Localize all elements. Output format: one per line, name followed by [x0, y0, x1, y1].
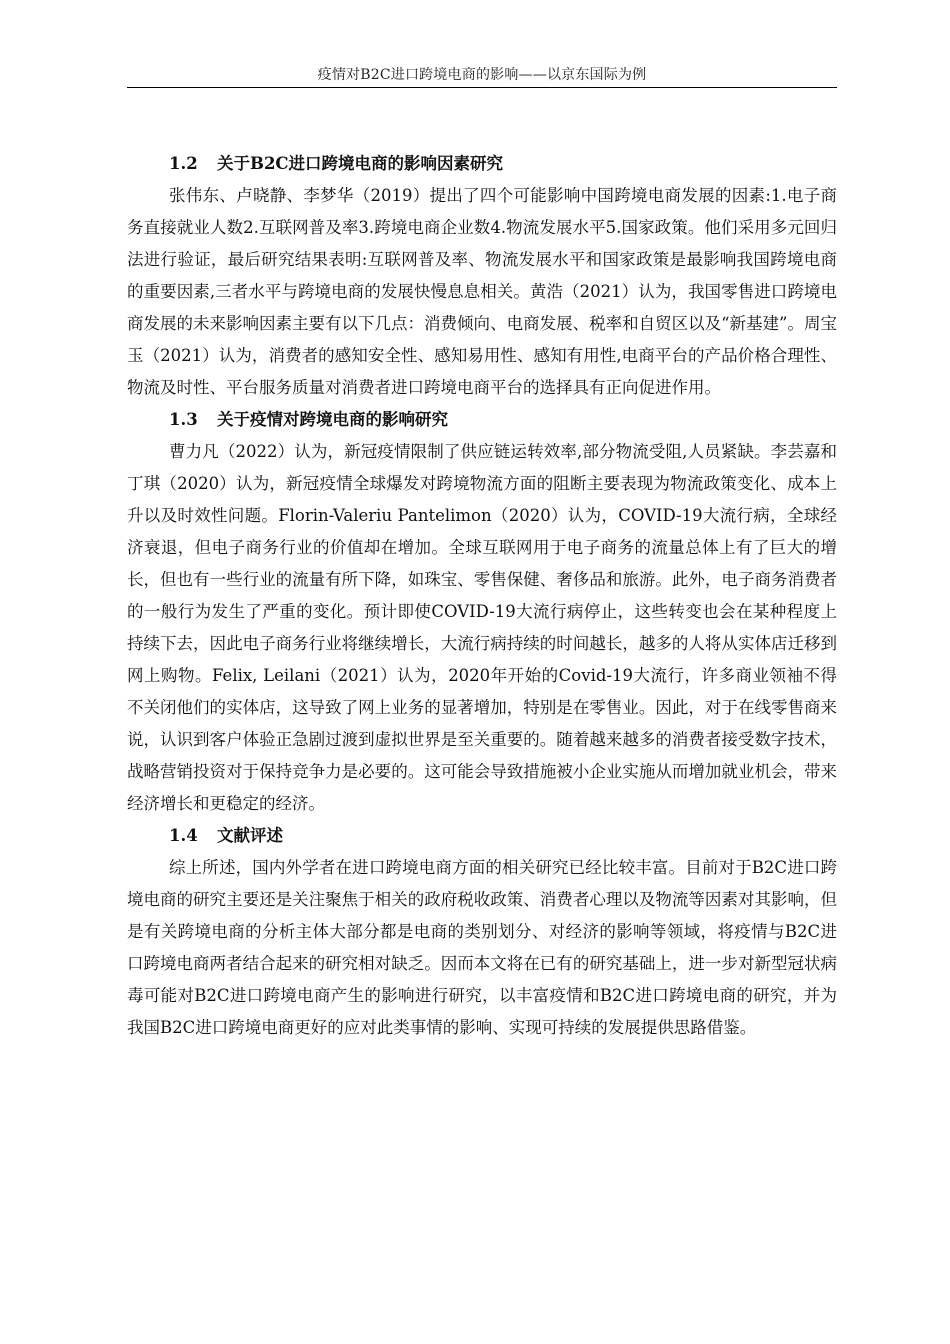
section-heading [127, 820, 837, 852]
body-paragraph: 曹力凡（2022）认为，新冠疫情限制了供应链运转效率,部分物流受阻,人员紧缺。李芸嘉和丁琪（2020）认为，新冠疫情全球爆发对跨境物流方面的阻断主要表现为物流政策变化、成本上升以及时效性问题。Florin-Valeriu Pantelimon（2020）认为，COVID-19大流行病，全球经济衰退，但电子商务行业的价值却在增加。全球互联网用于电子商务的流量总体上有了巨大的增长，但也有一些行业的流量有所下降，如珠宝、零售保健、奢侈品和旅游。此外，电子商务消费者的一般行为发生了严重的变化。预计即使COVID-19大流行病停止，这些转变也会在某种程度上持续下去，因此电子商务行业将继续增长，大流行病持续的时间越长，越多的人将从实体店迁移到网上购物。Felix, Leilani（2021）认为，2020年开始的Covid-19大流行，许多商业领袖不得不关闭他们的实体店，这导致了网上业务的显著增加，特别是在零售业。因此，对于在线零售商来说，认识到客户体验正急剧过渡到虚拟世界是至关重要的。随着越来越多的消费者接受数字技术，战略营销投资对于保持竞争力是必要的。这可能会导致措施被小企业实施从而增加就业机会，带来经济增长和更稳定的经济。 [127, 442, 837, 813]
body-paragraph: 张伟东、卢晓静、李梦华（2019）提出了四个可能影响中国跨境电商发展的因素:1.电子商务直接就业人数2.互联网普及率3.跨境电商企业数4.物流发展水平5.国家政策。他们采用多元回归法进行验证，最后研究结果表明:互联网普及率、物流发展水平和国家政策是最影响我国跨境电商的重要因素,三者水平与跨境电商的发展快慢息息相关。黄浩（2021）认为，我国零售进口跨境电商发展的未来影响因素主要有以下几点：消费倾向、电商发展、税率和自贸区以及“新基建”。周宝玉（2021）认为，消费者的感知安全性、感知易用性、感知有用性,电商平台的产品价格合理性、物流及时性、平台服务质量对消费者进口跨境电商平台的选择具有正向促进作用。 [127, 186, 837, 397]
section-1-2 [127, 148, 837, 404]
section-number: 1.3 [169, 410, 198, 429]
section-number: 1.4 [169, 826, 198, 845]
section-title: 文献评述 [217, 826, 283, 845]
body-paragraph: 综上所述，国内外学者在进口跨境电商方面的相关研究已经比较丰富。目前对于B2C进口跨境电商的研究主要还是关注聚焦于相关的政府税收政策、消费者心理以及物流等因素对其影响，但是有关跨境电商的分析主体大部分都是电商的类别划分、对经济的影响等领域，将疫情与B2C进口跨境电商两者结合起来的研究相对缺乏。因而本文将在已有的研究基础上，进一步对新型冠状病毒可能对B2C进口跨境电商产生的影响进行研究，以丰富疫情和B2C进口跨境电商的研究，并为我国B2C进口跨境电商更好的应对此类事情的影响、实现可持续的发展提供思路借鉴。 [127, 858, 837, 1037]
header-divider [127, 87, 837, 88]
section-title: 关于B2C进口跨境电商的影响因素研究 [217, 154, 504, 173]
section-1-3 [127, 404, 837, 820]
section-1-4 [127, 820, 837, 1044]
section-number: 1.2 [169, 154, 198, 173]
document-body [127, 148, 837, 1044]
section-title: 关于疫情对跨境电商的影响研究 [217, 410, 448, 429]
section-heading [127, 148, 837, 180]
section-heading [127, 404, 837, 436]
running-header: 疫情对B2C进口跨境电商的影响——以京东国际为例 [317, 67, 647, 83]
